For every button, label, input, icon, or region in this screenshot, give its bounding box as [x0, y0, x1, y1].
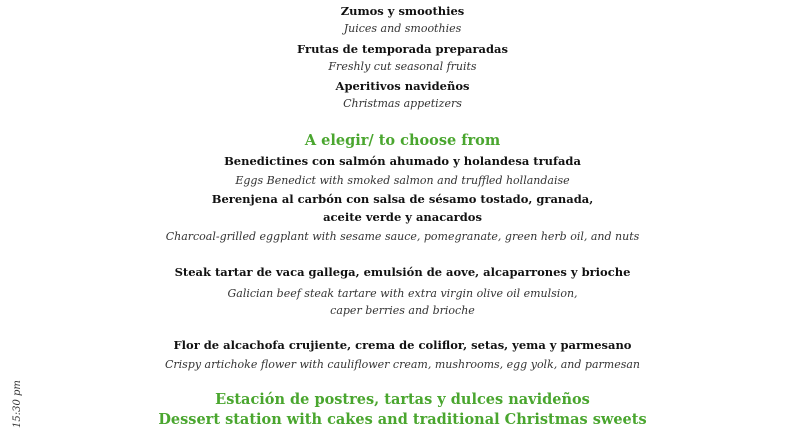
- choose-heading: A elegir/ to choose from: [304, 132, 501, 149]
- dessert-heading-es: Estación de postres, tartas y dulces navideños: [215, 391, 590, 408]
- dish-title-en-line1: Galician beef steak tartare with extra virgin olive oil emulsion,: [227, 287, 578, 300]
- dish-title-en: Crispy artichoke flower with cauliflower cream, mushrooms, egg yolk, and parmesan: [164, 358, 641, 371]
- item-title-es: Aperitivos navideños: [335, 79, 470, 93]
- menu-item-juices: [0, 2, 800, 37]
- item-title-en: Freshly cut seasonal fruits: [328, 60, 477, 73]
- dish-title-en-line2: caper berries and brioche: [330, 304, 475, 317]
- dish-title-es: Flor de alcachofa crujiente, crema de coliflor, setas, yema y parmesano: [173, 338, 632, 352]
- menu-item-appetizers: [0, 77, 800, 112]
- dish-artichoke: [0, 336, 800, 373]
- dessert-heading-en: Dessert station with cakes and traditional Christmas sweets: [158, 411, 647, 428]
- item-title-en: Christmas appetizers: [343, 97, 462, 110]
- dish-title-es: Steak tartar de vaca gallega, emulsión de aove, alcaparrones y brioche: [174, 265, 631, 279]
- dish-steak-tartare: [0, 263, 800, 319]
- dessert-station: [0, 390, 800, 430]
- menu-item-fruits: [0, 40, 800, 75]
- item-title-es: Zumos y smoothies: [340, 4, 465, 18]
- dish-title-es-line2: aceite verde y anacardos: [323, 210, 482, 224]
- dish-eggs-benedict: [0, 152, 800, 189]
- dish-title-es: Benedictines con salmón ahumado y holandesa trufada: [224, 154, 581, 168]
- dish-title-en: Charcoal-grilled eggplant with sesame sauce, pomegranate, green herb oil, and nuts: [165, 230, 640, 243]
- item-title-en: Juices and smoothies: [343, 22, 462, 35]
- dish-title-en: Eggs Benedict with smoked salmon and truffled hollandaise: [235, 174, 570, 187]
- dish-eggplant: [0, 190, 800, 245]
- item-title-es: Frutas de temporada preparadas: [297, 42, 508, 56]
- dish-title-es-line1: Berenjena al carbón con salsa de sésamo tostado, granada,: [211, 192, 594, 206]
- time-label: 15:30 pm: [12, 380, 23, 428]
